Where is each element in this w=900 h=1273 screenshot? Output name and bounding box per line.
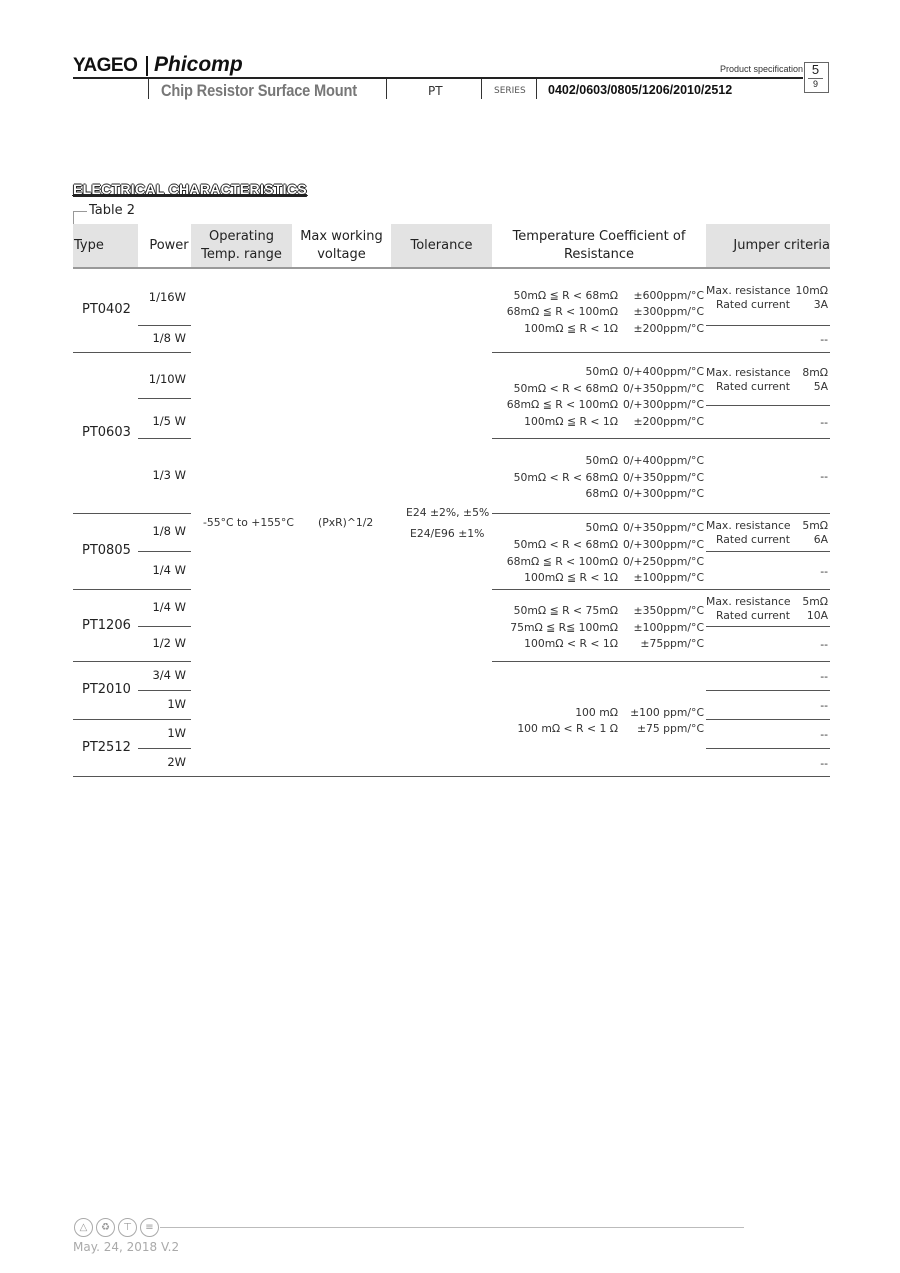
tcr-range: 100mΩ ≦ R < 1Ω [524,571,618,584]
jumper-dash: -- [820,416,828,429]
power-cell: 1/4 W [152,563,186,577]
tcr-header-line1: Temperature Coefficient of [512,228,686,244]
type-cell: PT2010 [82,682,131,697]
series-sizes: 0402/0603/0805/1206/2010/2512 [548,83,733,97]
max-voltage-cell: (PxR)^1/2 [318,516,374,529]
tcr-range: 100mΩ ≦ R < 1Ω [524,322,618,335]
jumper-separator [706,719,830,720]
power-separator [138,398,191,399]
col-header-tolerance: Tolerance [410,237,473,253]
power-cell: 1W [167,726,186,740]
section-title: ELECTRICAL CHARACTERISTICS [73,181,307,197]
tcr-range: 100 mΩ [575,706,618,719]
tolerance-cell: E24 ±2%, ±5% [406,506,490,519]
max-voltage-header-line2: voltage [317,246,366,262]
power-cell: 1/5 W [152,414,186,428]
jumper-current-value: 3A [813,298,828,311]
power-cell: 1/10W [148,372,186,386]
tcr-range: 68mΩ ≦ R < 100mΩ [506,305,618,318]
power-cell: 1W [167,697,186,711]
subheader-divider [386,79,387,99]
type-cell: PT0603 [82,425,131,440]
row-separator [73,661,191,662]
type-cell: PT0402 [82,302,131,317]
tcr-value: ±600ppm/°C [633,289,704,302]
power-separator [138,438,191,439]
type-cell: PT0805 [82,543,131,558]
subheader-divider [536,79,537,99]
jumper-separator [706,551,830,552]
tcr-value: 0/+350ppm/°C [623,521,704,534]
leaf-icon: ≡ [140,1218,159,1237]
recycle-icon: ♻ [96,1218,115,1237]
table-label: Table 2 [89,203,136,218]
product-title: Chip Resistor Surface Mount [161,81,357,100]
jumper-max-label: Max. resistance [706,284,791,297]
jumper-dash: -- [820,757,828,770]
tcr-separator [492,438,830,439]
jumper-separator [706,626,830,627]
op-temp-header-line2: Temp. range [201,246,282,262]
subheader-divider [148,79,149,99]
tcr-value: ±100ppm/°C [633,621,704,634]
jumper-current-label: Rated current [716,609,790,622]
col-header-max-voltage [292,224,391,267]
tcr-range: 68mΩ ≦ R < 100mΩ [506,555,618,568]
jumper-max-value: 5mΩ [802,519,828,532]
jumper-dash: -- [820,565,828,578]
jumper-max-value: 8mΩ [802,366,828,379]
power-cell: 3/4 W [152,668,186,682]
jumper-dash: -- [820,638,828,651]
footer-rule [160,1227,744,1228]
tcr-range: 100mΩ < R < 1Ω [524,637,618,650]
tcr-value: ±75 ppm/°C [636,722,704,735]
phicomp-logo: Phicomp [154,53,243,76]
tcr-value: ±100ppm/°C [633,571,704,584]
tree-icon: △ [74,1218,93,1237]
col-header-jumper: Jumper criteria [733,237,830,253]
tcr-value: 0/+250ppm/°C [623,555,704,568]
jumper-current-value: 10A [806,609,828,622]
jumper-max-value: 5mΩ [802,595,828,608]
jumper-separator [706,690,830,691]
power-separator [138,690,191,691]
table-label-bracket [73,211,74,224]
tcr-range: 50mΩ < R < 68mΩ [513,538,618,551]
type-cell: PT1206 [82,618,131,633]
tcr-separator [492,661,830,662]
tcr-value: ±200ppm/°C [633,415,704,428]
type-cell: PT2512 [82,740,131,755]
tcr-range: 50mΩ ≦ R < 68mΩ [513,289,618,302]
tcr-value: ±200ppm/°C [633,322,704,335]
power-cell: 1/8 W [152,331,186,345]
tcr-range: 100 mΩ < R < 1 Ω [517,722,618,735]
jumper-dash: -- [820,699,828,712]
power-separator [138,626,191,627]
col-header-op-temp [191,224,292,267]
tcr-value: ±350ppm/°C [633,604,704,617]
tcr-value: 0/+300ppm/°C [623,487,704,500]
tcr-value: 0/+350ppm/°C [623,471,704,484]
logo-divider [146,56,148,76]
jumper-max-label: Max. resistance [706,366,791,379]
tcr-range: 50mΩ [585,454,618,467]
jumper-current-label: Rated current [716,380,790,393]
tcr-separator [492,513,830,514]
jumper-max-value: 10mΩ [795,284,828,297]
total-pages: 9 [812,79,818,89]
tcr-range: 75mΩ ≦ R≦ 100mΩ [510,621,618,634]
tcr-separator [492,589,830,590]
jumper-current-label: Rated current [716,533,790,546]
tcr-header-line2: Resistance [563,246,635,262]
footer-date: May. 24, 2018 V.2 [73,1240,180,1254]
op-temp-header-line1: Operating [209,228,274,244]
header-rule [73,77,803,79]
tcr-range: 50mΩ ≦ R < 75mΩ [513,604,618,617]
tcr-value: 0/+350ppm/°C [623,382,704,395]
power-cell: 1/3 W [152,468,186,482]
col-header-power: Power [149,237,189,253]
tcr-range: 50mΩ [585,365,618,378]
power-cell: 1/16W [148,290,186,304]
tcr-value: 0/+400ppm/°C [623,454,704,467]
tcr-value: ±75ppm/°C [640,637,704,650]
tcr-range: 50mΩ < R < 68mΩ [513,382,618,395]
jumper-current-value: 5A [813,380,828,393]
power-separator [138,325,191,326]
tcr-range: 100mΩ ≦ R < 1Ω [524,415,618,428]
jumper-dash: -- [820,670,828,683]
header-rule [73,267,830,269]
row-separator [73,352,191,353]
earth-icon: ⊤ [118,1218,137,1237]
tcr-range: 68mΩ ≦ R < 100mΩ [506,398,618,411]
jumper-separator [706,405,830,406]
series-label: SERIES [494,86,526,96]
tcr-value: 0/+300ppm/°C [623,538,704,551]
tcr-value: ±300ppm/°C [633,305,704,318]
table-label-bracket [73,211,87,212]
subheader-divider [481,79,482,99]
tcr-separator [492,352,830,353]
jumper-max-label: Max. resistance [706,595,791,608]
page-number: 5 [811,62,820,77]
spec-label: Product specification [719,64,803,74]
tcr-range: 50mΩ [585,521,618,534]
power-separator [138,551,191,552]
jumper-dash: -- [820,470,828,483]
tcr-range: 68mΩ [585,487,618,500]
tcr-value: 0/+300ppm/°C [623,398,704,411]
row-separator [73,719,191,720]
power-cell: 2W [167,755,186,769]
jumper-current-value: 6A [813,533,828,546]
max-voltage-header-line1: Max working [300,228,383,244]
tcr-value: 0/+400ppm/°C [623,365,704,378]
power-cell: 1/2 W [152,636,186,650]
col-header-tcr [492,224,706,267]
jumper-current-label: Rated current [716,298,790,311]
series-code: PT [428,84,443,98]
tcr-value: ±100 ppm/°C [630,706,704,719]
jumper-dash: -- [820,333,828,346]
power-cell: 1/4 W [152,600,186,614]
tolerance-cell: E24/E96 ±1% [410,527,485,540]
row-separator [73,589,191,590]
power-cell: 1/8 W [152,524,186,538]
jumper-separator [706,325,830,326]
tcr-range: 50mΩ < R < 68mΩ [513,471,618,484]
col-header-type: Type [74,237,104,253]
table-bottom-rule [73,776,830,777]
row-separator [73,513,191,514]
power-separator [138,748,191,749]
yageo-logo: YAGEO [73,55,138,76]
jumper-dash: -- [820,728,828,741]
op-temp-cell: -55°C to +155°C [203,516,294,529]
jumper-max-label: Max. resistance [706,519,791,532]
jumper-separator [706,748,830,749]
